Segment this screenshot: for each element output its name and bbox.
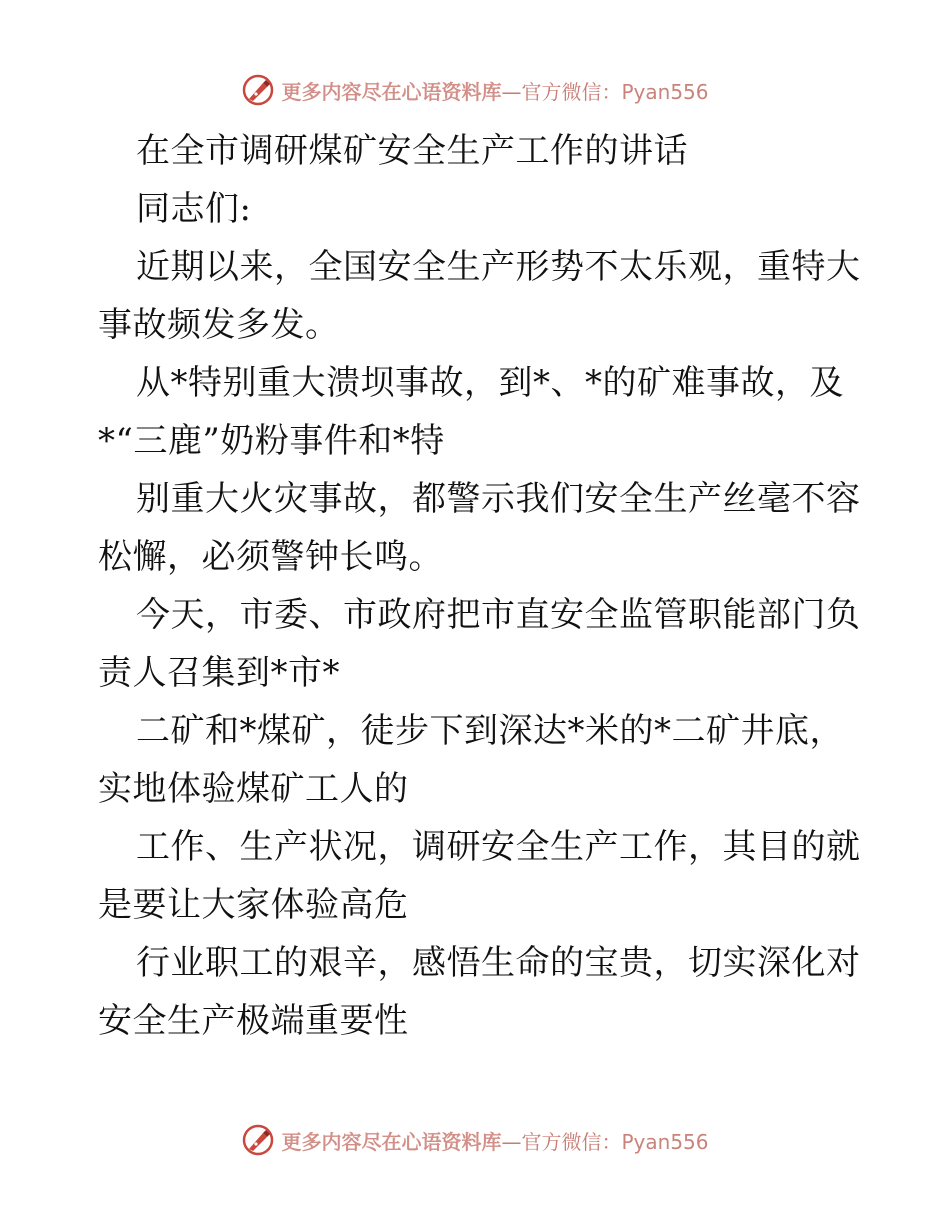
body-line: 事故频发多发。 bbox=[98, 305, 340, 345]
footer-watermark bbox=[0, 1120, 950, 1160]
pen-nib-logo-icon bbox=[241, 1123, 275, 1157]
body-line: 责人召集到*市* bbox=[98, 653, 340, 693]
watermark-wechat-id: Pyan556 bbox=[621, 1129, 709, 1154]
salutation: 同志们: bbox=[136, 189, 252, 229]
watermark-text bbox=[281, 1126, 708, 1155]
body-line: 安全生产极端重要性 bbox=[98, 1001, 409, 1041]
body-line: 今天，市委、市政府把市直安全监管职能部门负 bbox=[136, 595, 861, 635]
watermark-wechat-label: 官方微信： bbox=[521, 79, 622, 104]
pen-nib-logo-icon bbox=[241, 73, 275, 107]
watermark-wechat-label: 官方微信： bbox=[521, 1129, 622, 1154]
body-line: 别重大火灾事故，都警示我们安全生产丝毫不容 bbox=[136, 479, 861, 519]
body-line: 从*特别重大溃坝事故，到*、*的矿难事故，及 bbox=[136, 363, 844, 403]
watermark-text bbox=[281, 76, 708, 105]
watermark-dash: — bbox=[501, 1129, 522, 1154]
body-line: *“三鹿”奶粉事件和*特 bbox=[98, 421, 445, 461]
watermark-wechat-id: Pyan556 bbox=[621, 79, 709, 104]
watermark-dash: — bbox=[501, 79, 522, 104]
body-line: 松懈，必须警钟长鸣。 bbox=[98, 537, 443, 577]
document-body bbox=[98, 122, 861, 1050]
watermark-brand: 更多内容尽在心语资料库 bbox=[281, 79, 502, 104]
body-line: 行业职工的艰辛，感悟生命的宝贵，切实深化对 bbox=[136, 943, 861, 983]
watermark-brand: 更多内容尽在心语资料库 bbox=[281, 1129, 502, 1154]
body-line: 实地体验煤矿工人的 bbox=[98, 769, 409, 809]
document-title: 在全市调研煤矿安全生产工作的讲话 bbox=[136, 131, 688, 171]
header-watermark bbox=[0, 70, 950, 110]
body-line: 近期以来，全国安全生产形势不太乐观，重特大 bbox=[136, 247, 861, 287]
body-line: 工作、生产状况，调研安全生产工作，其目的就 bbox=[136, 827, 861, 867]
body-line: 二矿和*煤矿，徒步下到深达*米的*二矿井底， bbox=[136, 711, 844, 751]
body-line: 是要让大家体验高危 bbox=[98, 885, 409, 925]
